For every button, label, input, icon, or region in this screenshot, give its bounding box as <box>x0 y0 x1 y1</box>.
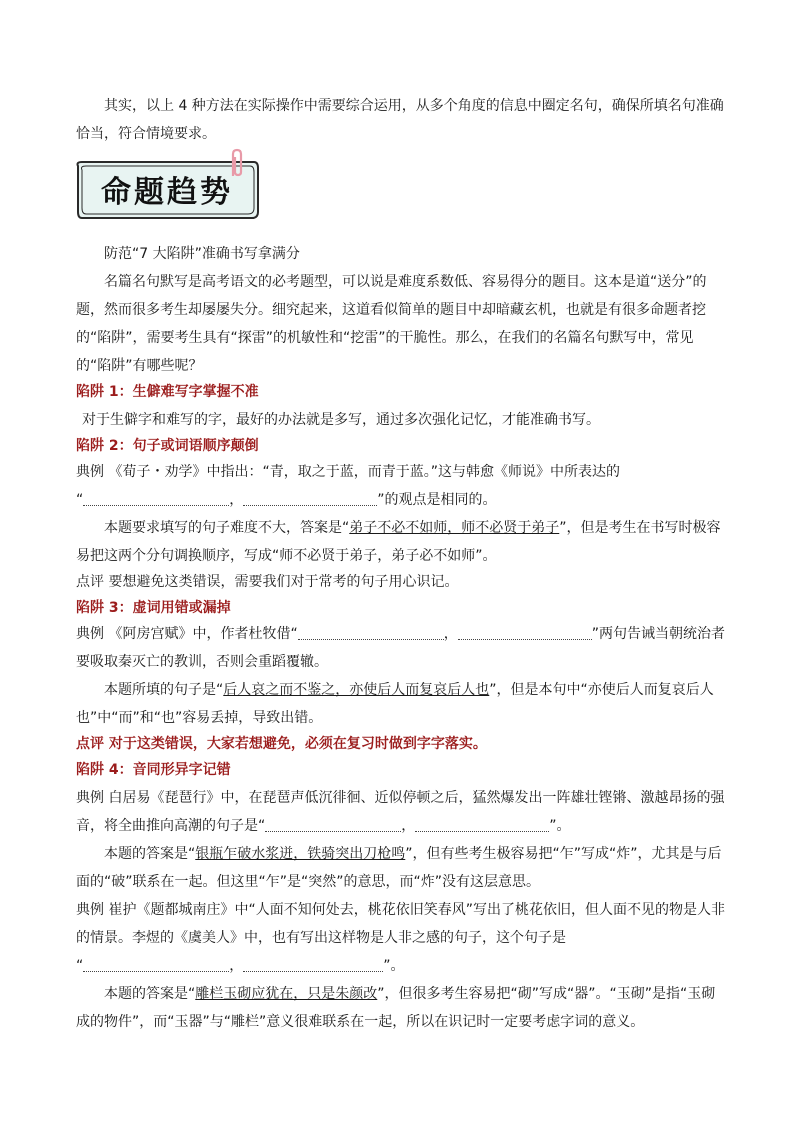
trap1-heading: 陷阱 1：生僻难写字掌握不准 <box>76 384 259 400</box>
fill-blank[interactable] <box>83 491 229 506</box>
trap2-answer: 本题要求填写的句子难度不大，答案是“弟子不必不如师，师不必贤于弟子”，但是考生在书写时极容易把这两个分句调换顺序，写成“师不必贤于弟子，弟子必不如师”。 <box>76 520 721 564</box>
trap3-comment: 点评 对于这类错误，大家若想避免，必须在复习时做到字字落实。 <box>76 736 487 752</box>
trap2-heading: 陷阱 2：句子或词语顺序颠倒 <box>76 438 259 454</box>
trap2-comment: 点评 要想避免这类错误，需要我们对于常考的句子用心识记。 <box>76 574 459 590</box>
banner-title: 命题趋势 <box>101 175 233 210</box>
trap3-example: 典例 《阿房宫赋》中，作者杜牧借“ ， ”两句告诫当朝统治者要吸取秦灭亡的教训，否则会重蹈覆辙。 <box>76 626 725 670</box>
fill-blank[interactable] <box>243 491 377 506</box>
trap4-heading: 陷阱 4：音同形异字记错 <box>76 762 231 778</box>
fill-blank[interactable] <box>83 957 229 972</box>
trap3-heading: 陷阱 3：虚词用错或漏掉 <box>76 600 231 616</box>
trap2-example: 典例 《荀子・劝学》中指出：“青，取之于蓝，而青于蓝。”这与韩愈《师说》中所表达的 “ ， ”的观点是相同的。 <box>76 464 620 508</box>
trap4-answer2: 本题的答案是“雕栏玉砌应犹在，只是朱颜改”，但很多考生容易把“砌”写成“器”。“玉砌”是指“玉砌成的物件”，而“玉器”与“雕栏”意义很难联系在一起，所以在识记时一定要考虑字词的意义。 <box>76 986 716 1030</box>
section-banner <box>72 156 262 222</box>
fill-blank[interactable] <box>243 957 383 972</box>
fill-blank[interactable] <box>415 817 549 832</box>
section-intro-paragraph: 名篇名句默写是高考语文的必考题型，可以说是难度系数低、容易得分的题目。这本是道“送分”的题，然而很多考生却屡屡失分。细究起来，这道看似简单的题目中却暗藏玄机，也就是有很多命题者挖的“陷阱”，需要考生具有“探雷”的机敏性和“挖雷”的干脆性。那么，在我们的名篇名句默写中，常见的“陷阱”有哪些呢？ <box>76 274 707 374</box>
trap4-answer1: 本题的答案是“银瓶乍破水浆迸，铁骑突出刀枪鸣”，但有些考生极容易把“乍”写成“炸”，尤其是与后面的“破”联系在一起。但这里“乍”是“突然”的意思，而“炸”没有这层意思。 <box>76 846 722 890</box>
trap1-text: 对于生僻字和难写的字，最好的办法就是多写，通过多次强化记忆，才能准确书写。 <box>82 412 600 428</box>
fill-blank[interactable] <box>265 817 401 832</box>
trap4-example1: 典例 白居易《琵琶行》中，在琵琶声低沉徘徊、近似停顿之后，猛然爆发出一阵雄壮铿锵、激越昂扬的强音，将全曲推向高潮的句子是“ ， ”。 <box>76 790 725 834</box>
trap3-answer: 本题所填的句子是“后人哀之而不鉴之，亦使后人而复哀后人也”，但是本句中“亦使后人而复哀后人也”中“而”和“也”容易丢掉，导致出错。 <box>76 682 714 726</box>
fill-blank[interactable] <box>458 625 592 640</box>
fill-blank[interactable] <box>298 625 444 640</box>
section-subtitle: 防范“7 大陷阱”准确书写拿满分 <box>104 246 300 262</box>
intro-paragraph: 其实，以上 4 种方法在实际操作中需要综合运用，从多个角度的信息中圈定名句，确保所填名句准确恰当，符合情境要求。 <box>76 98 724 142</box>
trap4-example2: 典例 崔护《题都城南庄》中“人面不知何处去，桃花依旧笑春风”写出了桃花依旧，但人面不见的物是人非的情景。李煜的《虞美人》中，也有写出这样物是人非之感的句子，这个句子是 “ ， ”。 <box>76 902 725 974</box>
